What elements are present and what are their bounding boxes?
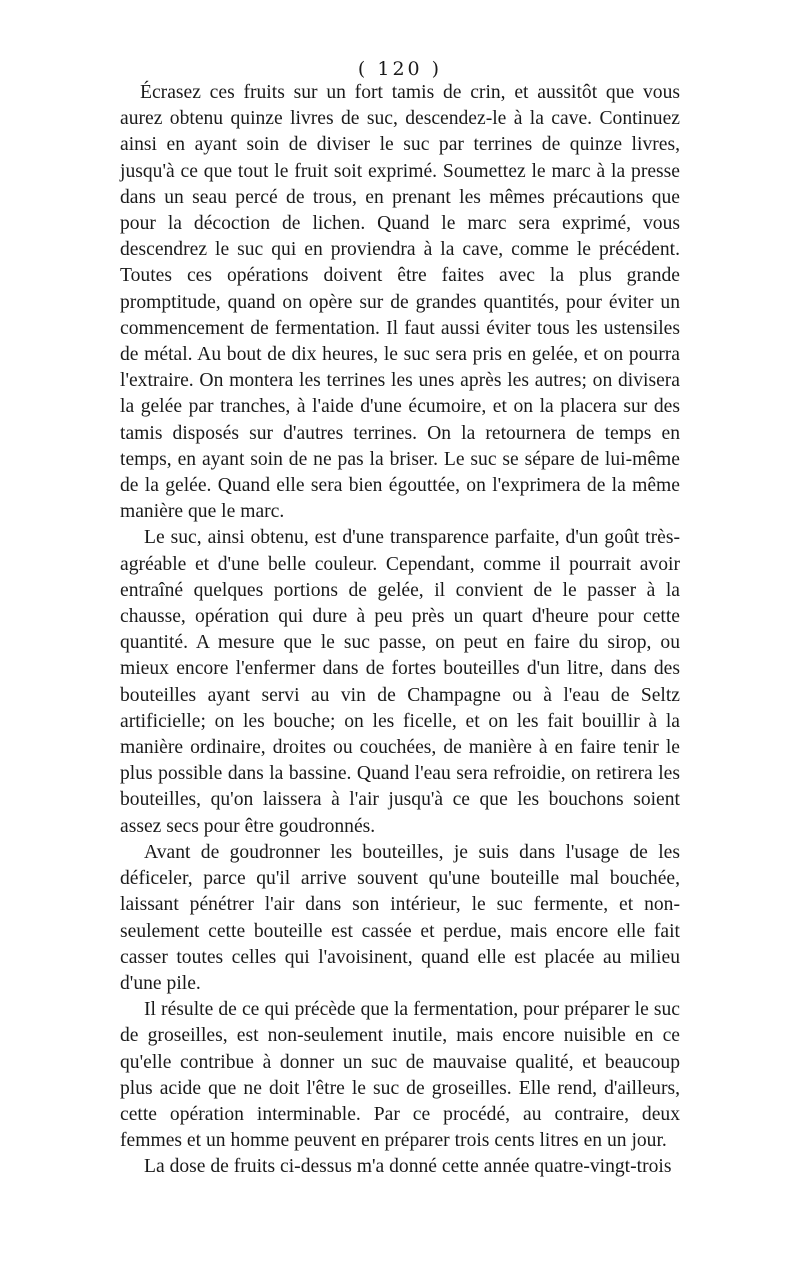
page-number: ( 120 ) xyxy=(357,58,443,80)
paragraph-3: Avant de goudronner les bouteilles, je suis dans l'usage de les déficeler, parce qu'il arrive souvent qu'une bouteille mal bouchée, laissant pénétrer l'air dans son intérieur, le suc fermente, et non-seulement cette bouteille est cassée et perdue, mais encore elle fait casser toutes celles qui l'avoisinent, quand elle est placée au milieu d'une pile. xyxy=(120,841,680,994)
paragraph-1: Écrasez ces fruits sur un fort tamis de crin, et aussitôt que vous aurez obtenu quinze livres de suc, descendez-le à la cave. Continuez ainsi en ayant soin de diviser le suc par terrines de quinze livres, jusqu'à ce que tout le fruit soit exprimé. Soumettez le marc à la presse dans un seau percé de trous, en prenant les mêmes précautions que pour la décoction de lichen. Quand le marc sera exprimé, vous descendrez le suc qui en proviendra à la cave, comme le précédent. Toutes ces opérations doivent être faites avec la plus grande promptitude, quand on opère sur de grandes quantités, pour éviter un commencement de fermentation. Il faut aussi éviter tous les ustensiles de métal. Au bout de dix heures, le suc sera pris en gelée, et on pourra l'extraire. On montera les terrines les unes après les autres; on divisera la gelée par tranches, à l'aide d'une écumoire, et on la placera sur des tamis disposés sur d'autres terrines. On la retournera de temps en temps, en ayant soin de ne pas la briser. Le suc se sépare de lui-même de la gelée. Quand elle sera bien égouttée, on l'exprimera de la même manière que le marc. xyxy=(120,82,680,523)
paragraph-4: Il résulte de ce qui précède que la fermentation, pour préparer le suc de groseilles, est non-seulement inutile, mais encore nuisible en ce qu'elle contribue à donner un suc de mauvaise qualité, et beaucoup plus acide que ne doit l'être le suc de groseilles. Elle rend, d'ailleurs, cette opération interminable. Par ce procédé, au contraire, deux femmes et un homme peuvent en préparer trois cents litres en un jour. xyxy=(120,999,680,1152)
paragraph-5: La dose de fruits ci-dessus m'a donné cette année quatre-vingt-trois xyxy=(144,1156,672,1178)
body-text xyxy=(120,80,680,1181)
paragraph-2: Le suc, ainsi obtenu, est d'une transparence parfaite, d'un goût très-agréable et d'une belle couleur. Cependant, comme il pourrait avoir entraîné quelques portions de gelée, il convient de le passer à la chausse, opération qui dure à peu près un quart d'heure pour cette quantité. A mesure que le suc passe, on peut en faire du sirop, ou mieux encore l'enfermer dans de fortes bouteilles d'un litre, dans des bouteilles ayant servi au vin de Champagne ou à l'eau de Seltz artificielle; on les bouche; on les ficelle, et on les fait bouillir à la manière ordinaire, droites ou couchées, de manière à en faire tenir le plus possible dans la bassine. Quand l'eau sera refroidie, on retirera les bouteilles, qu'on laissera à l'air jusqu'à ce que les bouchons soient assez secs pour être goudronnés. xyxy=(120,527,680,837)
